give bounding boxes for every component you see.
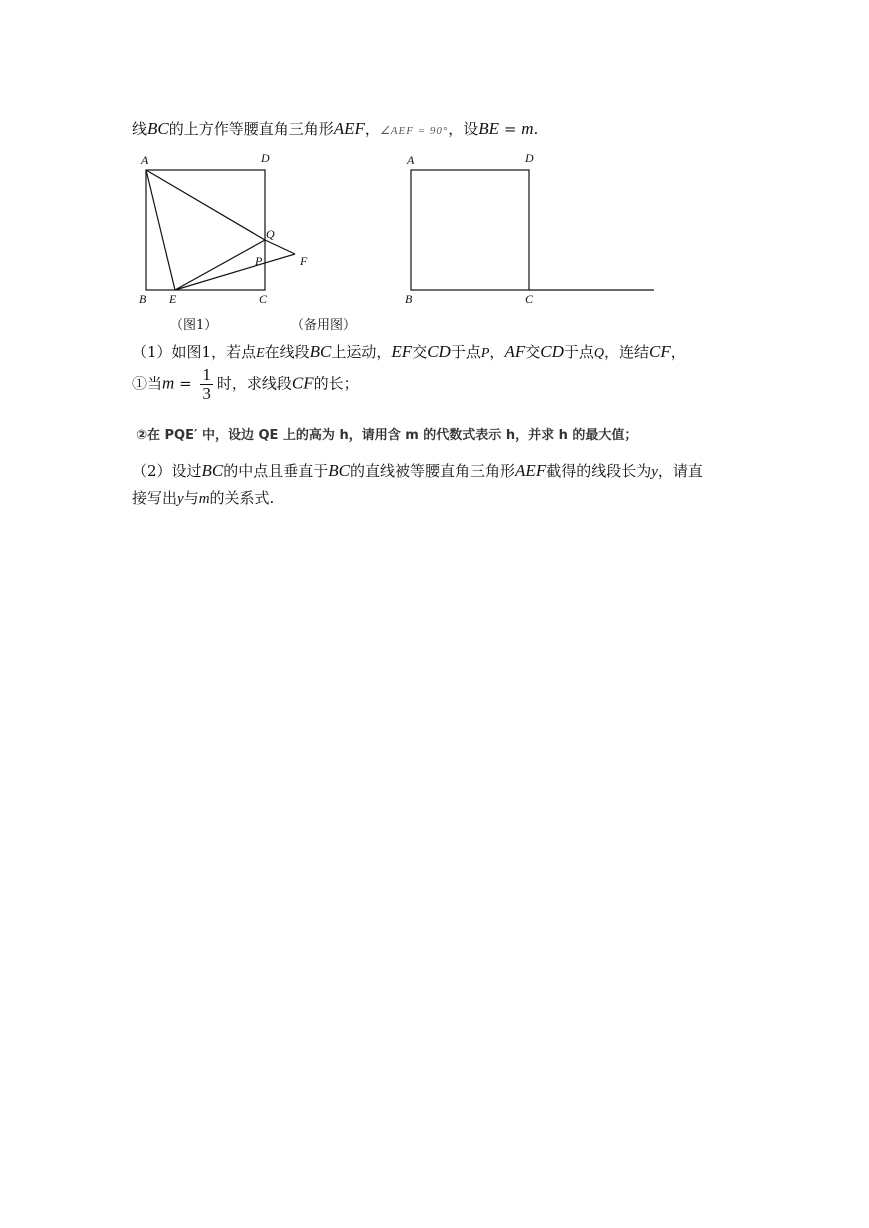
text: 与 (183, 489, 199, 507)
question-1a (132, 366, 359, 403)
label-b: B (405, 292, 413, 306)
text: ， (489, 343, 505, 361)
math-be: BE (478, 119, 500, 138)
label-q: Q (266, 227, 275, 241)
segment-ae (146, 170, 175, 290)
text: . (533, 120, 539, 138)
question-1 (132, 341, 686, 362)
math-e: E (256, 346, 265, 361)
question-2-line-2 (132, 487, 274, 508)
numerator: 1 (202, 365, 211, 384)
math-p: P (480, 346, 490, 361)
text: 交 (412, 343, 428, 361)
text: 线 (132, 120, 148, 138)
text: 的上方作等腰直角三角形 (168, 120, 334, 138)
math-q: Q (593, 346, 604, 361)
square-abcd (411, 170, 529, 290)
text: 交 (525, 343, 541, 361)
text: = (499, 120, 522, 138)
math-m: m (521, 119, 534, 138)
text: 的中点且垂直于 (223, 462, 329, 480)
math-cd: CD (540, 342, 564, 361)
denominator: 3 (202, 384, 211, 403)
segment-qf (265, 240, 295, 254)
text: 时，求线段 (216, 374, 292, 393)
text: 的长； (313, 374, 359, 393)
label-d: D (525, 151, 534, 165)
text: ， (364, 120, 380, 138)
math-y: y (177, 491, 184, 507)
segment-aq (146, 170, 265, 240)
text: 于点 (450, 343, 481, 361)
segment-ef (175, 254, 295, 290)
math-cd: CD (427, 342, 451, 361)
text: 在线段 (264, 343, 310, 361)
math-bc: BC (201, 461, 224, 480)
fraction (200, 366, 213, 403)
math-m: m (198, 491, 210, 507)
angle-formula: ∠AEF = 90° (379, 125, 449, 137)
text: ，连结 (604, 343, 650, 361)
text: ①当 (132, 374, 163, 393)
label-a: A (141, 153, 149, 167)
math-cf: CF (291, 373, 314, 393)
label-b: B (139, 292, 147, 306)
math-af: AF (504, 342, 526, 361)
label-a: A (407, 153, 415, 167)
text: 的直线被等腰直角三角形 (350, 462, 516, 480)
text: ，请直 (657, 462, 703, 480)
math-aef: AEF (515, 461, 547, 480)
math-cf: CF (649, 342, 671, 361)
text: （1）如图1，若点 (132, 343, 257, 361)
question-2-line-1 (132, 460, 703, 481)
math-bc: BC (309, 342, 332, 361)
label-c: C (259, 292, 268, 306)
segment-eq (175, 240, 265, 290)
text: ， (670, 343, 686, 361)
label-e: E (169, 292, 177, 306)
math-ef: EF (391, 342, 413, 361)
intro-line (132, 118, 538, 139)
label-f: F (300, 254, 308, 268)
figure-1-caption: （图1） (170, 318, 218, 333)
label-p: P (255, 254, 263, 268)
text: 上运动， (331, 343, 392, 361)
text: ，设 (448, 120, 479, 138)
math-bc: BC (147, 119, 169, 138)
figure-2-caption: （备用图） (291, 318, 357, 333)
math-m: m (162, 373, 175, 393)
figure-2 (398, 148, 660, 308)
text: 截得的线段长为 (546, 462, 652, 480)
math-aef: AEF (333, 119, 365, 138)
label-d: D (261, 151, 270, 165)
math-bc: BC (328, 461, 351, 480)
figure-1 (135, 148, 335, 308)
text: = (174, 374, 197, 393)
text: 于点 (563, 343, 594, 361)
label-c: C (525, 292, 534, 306)
text: 接写出 (132, 489, 178, 507)
text: 的关系式. (209, 489, 275, 507)
text: （2）设过 (132, 462, 202, 480)
math-y: y (651, 464, 658, 480)
question-1b: ②在 PQE′ 中，设边 QE 上的高为 h，请用含 m 的代数式表示 h，并求 h 的最大值； (136, 428, 638, 443)
